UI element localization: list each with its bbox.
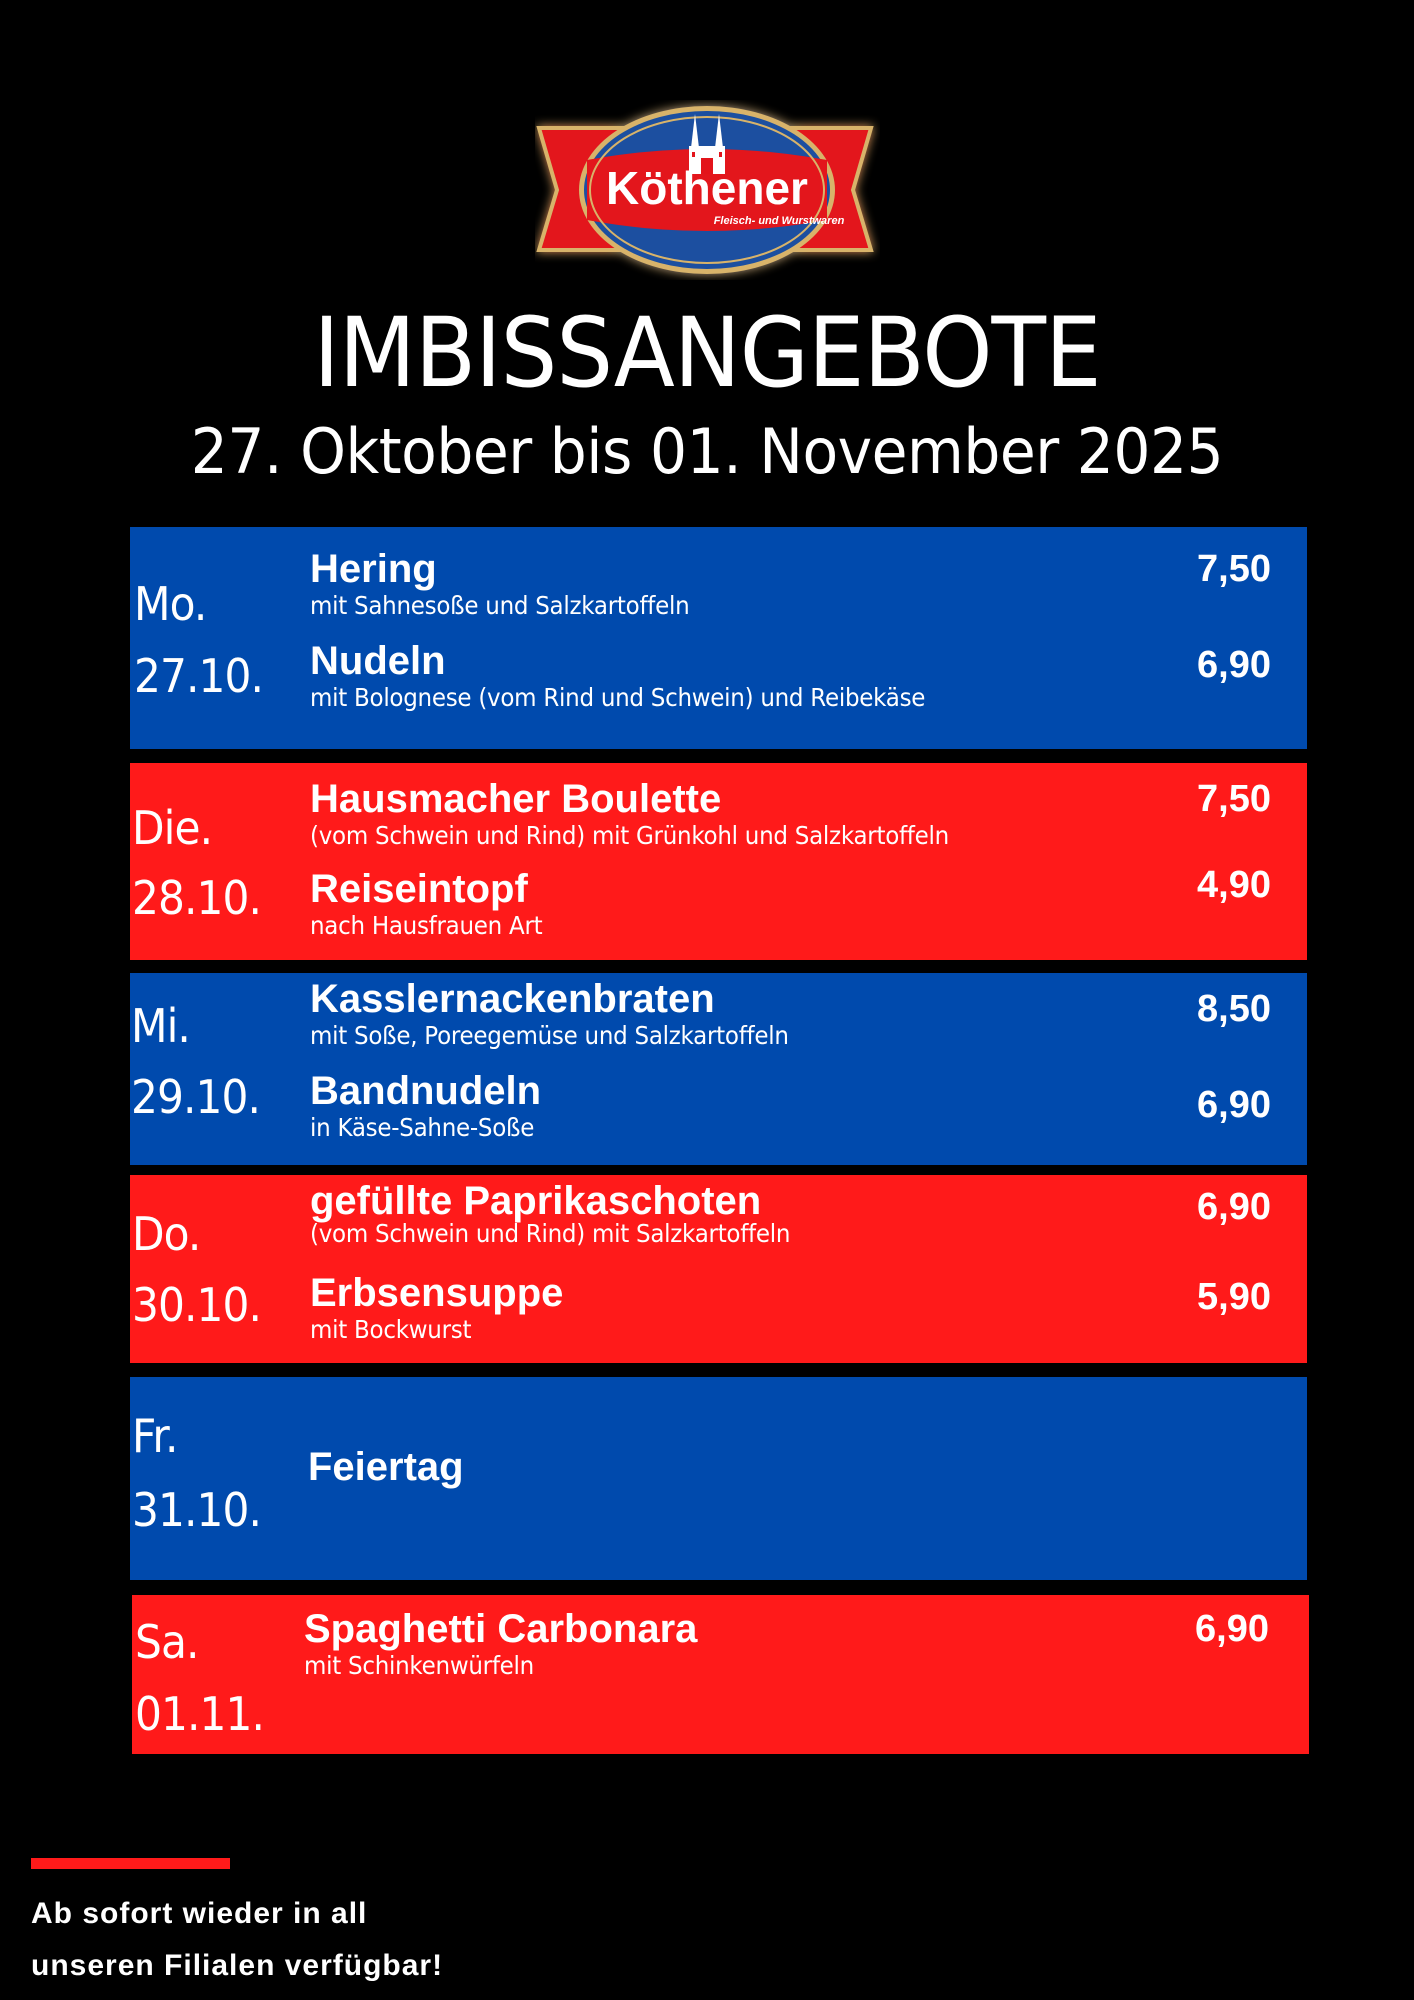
weekday: Mi. [131, 999, 190, 1053]
day-row-wednesday [130, 973, 1307, 1165]
footer-line-2: unseren Filialen verfügbar! [31, 1949, 444, 1982]
weekday: Do. [132, 1207, 201, 1261]
day-row-monday [130, 527, 1307, 749]
date: 30.10. [132, 1278, 262, 1332]
brand-logo [535, 100, 880, 280]
dish-price: 6,90 [1195, 1608, 1269, 1650]
footer-accent-bar [31, 1858, 230, 1869]
page-title: IMBISSANGEBOTE [313, 297, 1101, 409]
logo-tagline: Fleisch- und Wurstwaren [713, 215, 845, 227]
dish-name: Spaghetti Carbonara [304, 1607, 698, 1651]
dish-description: mit Bolognese (vom Rind und Schwein) und Reibekäse [310, 683, 926, 712]
dish-description: in Käse-Sahne-Soße [310, 1113, 535, 1142]
dish-price: 6,90 [1197, 644, 1271, 686]
weekday: Sa. [135, 1615, 199, 1669]
dish-description: mit Bockwurst [310, 1315, 472, 1344]
date: 31.10. [132, 1483, 262, 1537]
dish-name: Hausmacher Boulette [310, 777, 722, 821]
dish-description: nach Hausfrauen Art [310, 911, 543, 940]
dish [310, 1271, 563, 1345]
dish-price: 6,90 [1197, 1186, 1271, 1228]
weekday: Mo. [134, 577, 207, 631]
day-row-saturday [132, 1595, 1309, 1754]
dish-name: Nudeln [310, 639, 446, 683]
day-row-tuesday [130, 763, 1307, 960]
dish-description: mit Schinkenwürfeln [304, 1651, 534, 1680]
dish-name: Reiseintopf [310, 867, 528, 911]
dish-price: 6,90 [1197, 1084, 1271, 1126]
date: 28.10. [132, 871, 262, 925]
day-row-thursday [130, 1175, 1307, 1363]
dish-price: 8,50 [1197, 988, 1271, 1030]
footer-note [31, 1888, 443, 1992]
weekday: Die. [132, 801, 213, 855]
dish [310, 1179, 832, 1249]
dish [308, 1445, 464, 1489]
dish [310, 977, 830, 1051]
weekday: Fr. [132, 1409, 178, 1463]
dish-description: (vom Schwein und Rind) mit Grünkohl und Salzkartoffeln [310, 821, 949, 850]
day-row-friday [130, 1377, 1307, 1580]
dish [310, 547, 722, 621]
dish-price: 4,90 [1197, 864, 1271, 906]
dish-price: 7,50 [1197, 548, 1271, 590]
dish-price: 5,90 [1197, 1276, 1271, 1318]
dish-price: 7,50 [1197, 778, 1271, 820]
dish-description: mit Sahnesoße und Salzkartoffeln [310, 591, 690, 620]
dish [310, 777, 1004, 851]
dish-description: (vom Schwein und Rind) mit Salzkartoffeln [310, 1219, 791, 1248]
dish [310, 1069, 554, 1143]
dish [310, 639, 979, 713]
date: 27.10. [134, 649, 264, 703]
footer-line-1: Ab sofort wieder in all [31, 1897, 368, 1930]
date-range: 27. Oktober bis 01. November 2025 [190, 415, 1224, 488]
dish-description: mit Soße, Poreegemüse und Salzkartoffeln [310, 1021, 789, 1050]
dish-name: Erbsensuppe [310, 1271, 564, 1315]
dish-name: Feiertag [308, 1445, 464, 1489]
dish-name: gefüllte Paprikaschoten [310, 1179, 762, 1223]
dish-name: Kasslernackenbraten [310, 977, 715, 1021]
dish [304, 1607, 697, 1681]
logo-wordmark: Köthener [606, 162, 808, 214]
date: 29.10. [131, 1070, 261, 1124]
dish-name: Hering [310, 547, 437, 591]
dish-name: Bandnudeln [310, 1069, 542, 1113]
dish [310, 867, 563, 941]
date: 01.11. [135, 1687, 265, 1741]
